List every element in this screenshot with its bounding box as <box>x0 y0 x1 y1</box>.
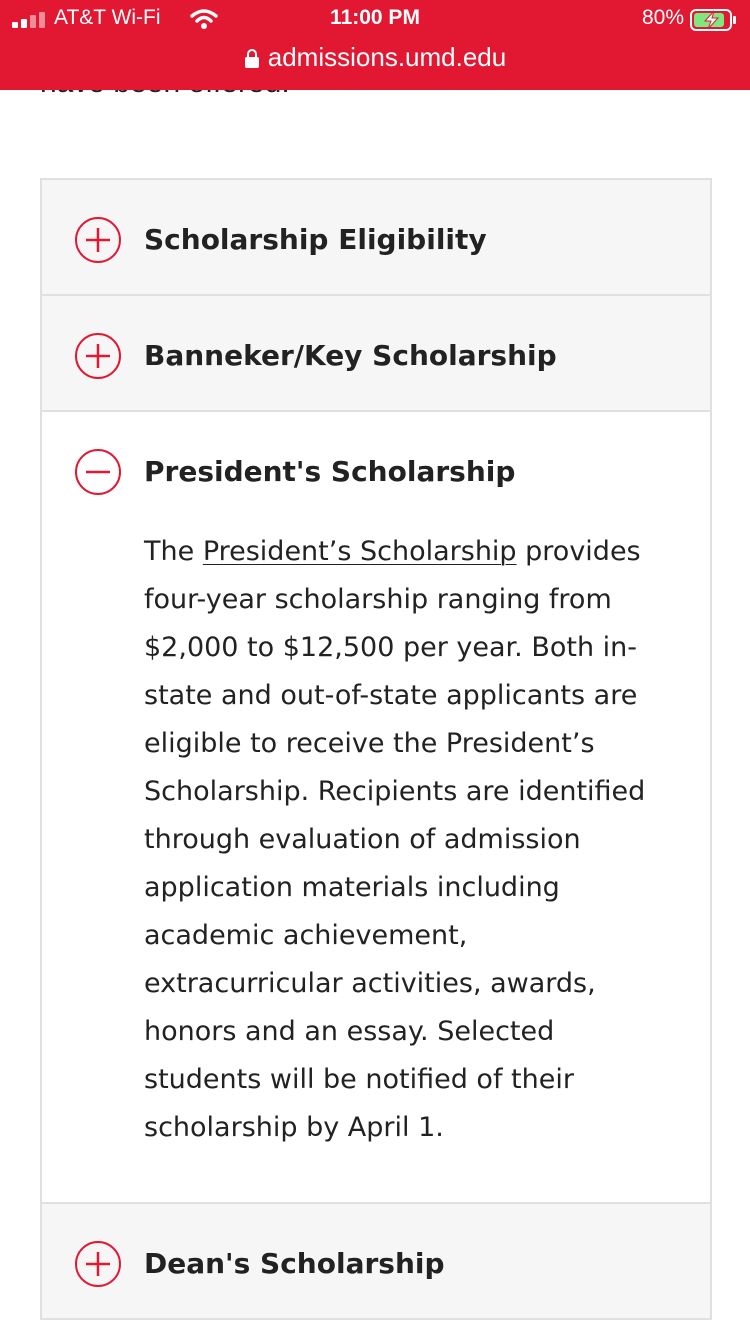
battery-percent: 80% <box>641 6 684 29</box>
body-text: provides four-year scholarship ranging from $2,000 to $12,500 per year. Both in-state and out-of-state applicants are eligible to receive the President’s Scholarship. Recipients are identified through evaluation of admission application materials including academic achievement, extracurricular activities, awards, honors and an essay. Selected students will be notified of their scholarship by April 1. <box>144 536 646 1143</box>
plus-circle-icon <box>74 216 122 264</box>
accordion-body-presidents-scholarship <box>42 526 710 1202</box>
accordion-header-presidents-scholarship[interactable] <box>42 412 710 526</box>
minus-circle-icon <box>74 448 122 496</box>
accordion-item-presidents-scholarship <box>42 410 710 1202</box>
accordion-header-banneker-key-scholarship[interactable] <box>42 296 710 410</box>
accordion-title: Banneker/Key Scholarship <box>144 339 557 372</box>
plus-circle-icon <box>74 332 122 380</box>
scholarship-accordion <box>40 178 712 1320</box>
browser-top-bar <box>0 0 750 90</box>
url-bar[interactable] <box>0 40 750 80</box>
status-bar <box>0 0 750 40</box>
accordion-item-banneker-key-scholarship <box>42 294 710 410</box>
status-time: 11:00 PM <box>330 6 420 29</box>
accordion-header-scholarship-eligibility[interactable] <box>42 180 710 294</box>
lock-icon <box>244 48 260 68</box>
accordion-header-deans-scholarship[interactable] <box>42 1204 710 1318</box>
carrier-label: AT&T Wi-Fi <box>54 6 161 29</box>
accordion-title: Scholarship Eligibility <box>144 223 487 256</box>
accordion-title: Dean's Scholarship <box>144 1247 445 1280</box>
accordion-title: President's Scholarship <box>144 455 516 488</box>
battery-charging-icon <box>690 8 738 32</box>
accordion-item-deans-scholarship <box>42 1202 710 1318</box>
url-text: admissions.umd.edu <box>267 42 507 72</box>
plus-circle-icon <box>74 1240 122 1288</box>
body-prefix: The <box>144 536 203 567</box>
presidents-scholarship-link[interactable]: President’s Scholarship <box>202 536 517 567</box>
accordion-item-scholarship-eligibility <box>42 180 710 294</box>
